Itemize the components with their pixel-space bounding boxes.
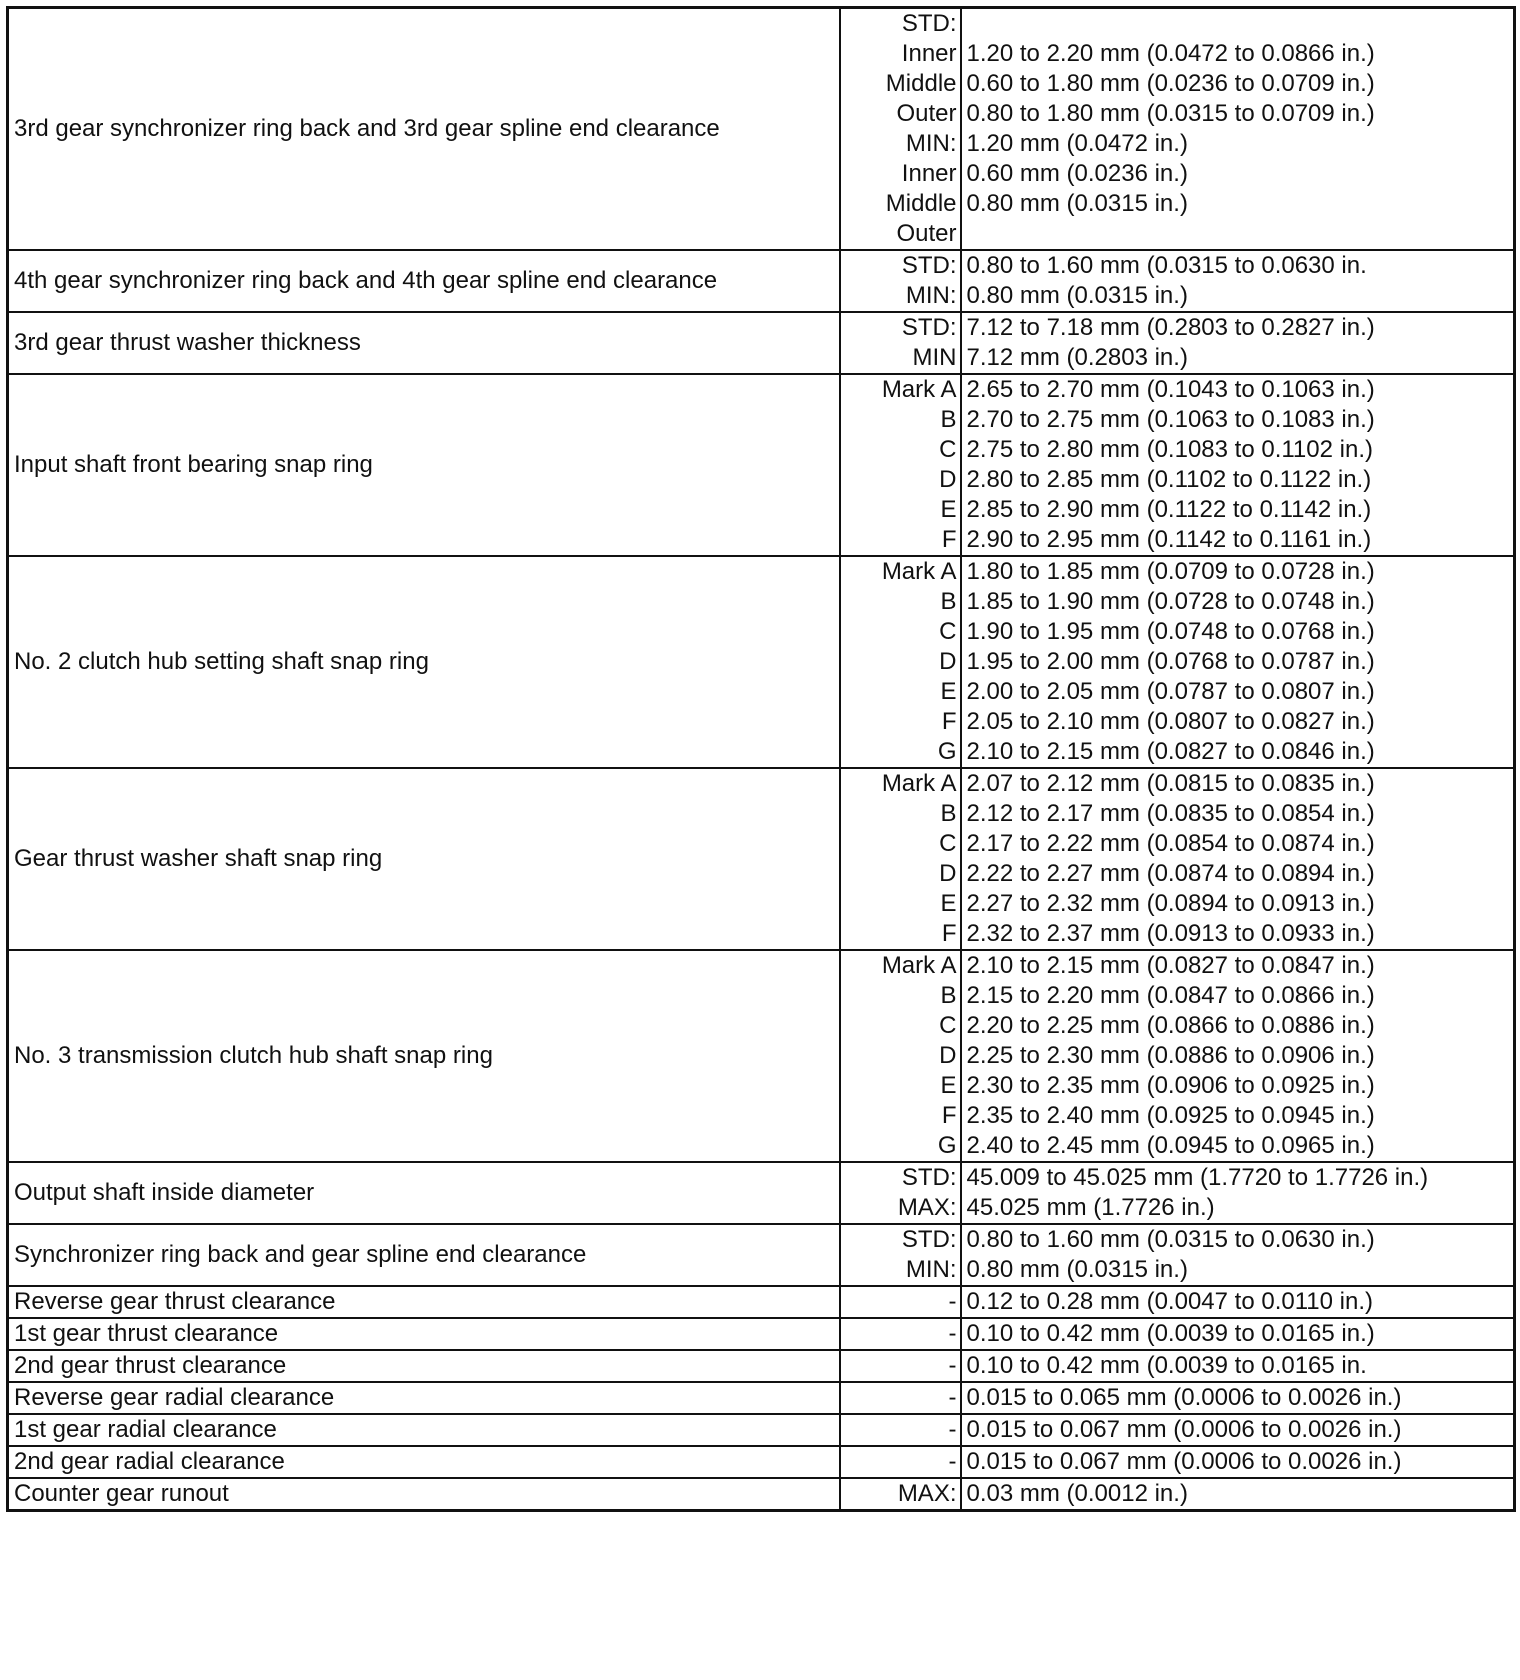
spec-value: 1.90 to 1.95 mm (0.0748 to 0.0768 in.) (966, 618, 1375, 645)
spec-label: F (941, 920, 957, 947)
spec-value: 2.07 to 2.12 mm (0.0815 to 0.0835 in.) (966, 770, 1375, 797)
spec-value: 1.20 mm (0.0472 in.) (966, 130, 1188, 157)
spec-item-cell (8, 556, 840, 768)
spec-value: 1.95 to 2.00 mm (0.0768 to 0.0787 in.) (966, 648, 1375, 675)
spec-value: 0.015 to 0.067 mm (0.0006 to 0.0026 in.) (966, 1448, 1402, 1475)
spec-value: 0.80 mm (0.0315 in.) (966, 190, 1188, 217)
spec-value-cell (961, 950, 1515, 1162)
spec-value: 2.05 to 2.10 mm (0.0807 to 0.0827 in.) (966, 708, 1375, 735)
spec-table-body (8, 8, 1515, 1511)
spec-item-cell (8, 8, 840, 251)
spec-label-cell (840, 1414, 961, 1446)
spec-label: B (940, 406, 957, 433)
spec-row (8, 250, 1515, 312)
spec-value (967, 219, 1514, 249)
spec-label: STD: (901, 314, 957, 341)
spec-label: - (948, 1416, 957, 1443)
spec-value-cell (961, 250, 1515, 312)
spec-label: - (948, 1448, 957, 1475)
spec-label: D (939, 1042, 957, 1069)
spec-row (8, 1162, 1515, 1224)
spec-value: 2.25 to 2.30 mm (0.0886 to 0.0906 in.) (966, 1042, 1375, 1069)
spec-label: MIN: (905, 130, 957, 157)
spec-item-name: 2nd gear radial clearance (14, 1448, 285, 1475)
spec-label-cell (840, 1382, 961, 1414)
spec-row (8, 1318, 1515, 1350)
spec-item-name: Input shaft front bearing snap ring (14, 451, 373, 478)
spec-label-cell (840, 768, 961, 950)
spec-value: 2.40 to 2.45 mm (0.0945 to 0.0965 in.) (966, 1132, 1375, 1159)
spec-value-cell (961, 8, 1515, 251)
spec-row (8, 8, 1515, 251)
spec-label-cell (840, 1162, 961, 1224)
spec-label: E (940, 496, 957, 523)
spec-row (8, 1414, 1515, 1446)
spec-label-cell (840, 1446, 961, 1478)
spec-item-name: 4th gear synchronizer ring back and 4th gear spline end clearance (14, 267, 718, 294)
spec-label: F (941, 526, 957, 553)
spec-item-cell (8, 1382, 840, 1414)
spec-value: 7.12 to 7.18 mm (0.2803 to 0.2827 in.) (966, 314, 1375, 341)
spec-label: STD: (901, 1226, 957, 1253)
spec-label: - (948, 1320, 957, 1347)
spec-value: 2.30 to 2.35 mm (0.0906 to 0.0925 in.) (966, 1072, 1375, 1099)
spec-table (6, 6, 1516, 1512)
spec-value: 2.10 to 2.15 mm (0.0827 to 0.0846 in.) (966, 738, 1375, 765)
spec-label: B (940, 800, 957, 827)
spec-row (8, 950, 1515, 1162)
spec-label: C (939, 1012, 957, 1039)
spec-label: C (939, 436, 957, 463)
spec-label: Mark A (881, 558, 957, 585)
spec-item-cell (8, 768, 840, 950)
spec-item-name: Counter gear runout (14, 1480, 229, 1507)
spec-value: 2.32 to 2.37 mm (0.0913 to 0.0933 in.) (966, 920, 1375, 947)
spec-value: 2.22 to 2.27 mm (0.0874 to 0.0894 in.) (966, 860, 1375, 887)
spec-label: MIN (912, 344, 957, 371)
spec-value: 2.20 to 2.25 mm (0.0866 to 0.0886 in.) (966, 1012, 1375, 1039)
spec-label: MIN: (905, 282, 957, 309)
spec-value-cell (961, 1414, 1515, 1446)
spec-value: 0.80 mm (0.0315 in.) (966, 1256, 1188, 1283)
spec-row (8, 312, 1515, 374)
spec-value: 1.80 to 1.85 mm (0.0709 to 0.0728 in.) (966, 558, 1375, 585)
spec-item-name: Reverse gear thrust clearance (14, 1288, 336, 1315)
spec-value: 45.009 to 45.025 mm (1.7720 to 1.7726 in.) (966, 1164, 1429, 1191)
spec-value-cell (961, 374, 1515, 556)
spec-label: D (939, 860, 957, 887)
spec-label: Mark A (881, 376, 957, 403)
spec-value: 2.85 to 2.90 mm (0.1122 to 0.1142 in.) (966, 496, 1372, 523)
spec-label: C (939, 830, 957, 857)
spec-value (967, 9, 1514, 39)
spec-row (8, 1224, 1515, 1286)
spec-label: Inner (901, 40, 957, 67)
spec-label: B (940, 588, 957, 615)
spec-label: C (939, 618, 957, 645)
spec-label: Outer (896, 100, 957, 127)
spec-label: E (940, 1072, 957, 1099)
spec-row (8, 556, 1515, 768)
spec-row (8, 768, 1515, 950)
spec-item-name: 1st gear thrust clearance (14, 1320, 279, 1347)
spec-label: MIN: (905, 1256, 957, 1283)
spec-value-cell (961, 1382, 1515, 1414)
spec-label: MAX: (897, 1480, 957, 1507)
spec-item-cell (8, 1286, 840, 1318)
spec-item-name: 3rd gear thrust washer thickness (14, 329, 361, 356)
spec-value: 2.17 to 2.22 mm (0.0854 to 0.0874 in.) (966, 830, 1375, 857)
spec-value: 0.12 to 0.28 mm (0.0047 to 0.0110 in.) (966, 1288, 1373, 1315)
spec-label: Inner (901, 160, 957, 187)
spec-value: 2.65 to 2.70 mm (0.1043 to 0.1063 in.) (966, 376, 1375, 403)
spec-value: 1.20 to 2.20 mm (0.0472 to 0.0866 in.) (966, 40, 1375, 67)
spec-label: D (939, 466, 957, 493)
spec-value: 2.12 to 2.17 mm (0.0835 to 0.0854 in.) (966, 800, 1375, 827)
spec-value: 2.00 to 2.05 mm (0.0787 to 0.0807 in.) (966, 678, 1375, 705)
spec-value: 0.60 mm (0.0236 in.) (966, 160, 1188, 187)
spec-label-cell (840, 374, 961, 556)
spec-label: STD: (901, 10, 957, 37)
spec-item-name: Gear thrust washer shaft snap ring (14, 845, 383, 872)
spec-item-name: 2nd gear thrust clearance (14, 1352, 287, 1379)
spec-label: Middle (885, 190, 957, 217)
spec-value: 0.10 to 0.42 mm (0.0039 to 0.0165 in. (966, 1352, 1367, 1379)
spec-label: Mark A (881, 770, 957, 797)
spec-value: 0.015 to 0.065 mm (0.0006 to 0.0026 in.) (966, 1384, 1402, 1411)
spec-label: D (939, 648, 957, 675)
spec-item-cell (8, 950, 840, 1162)
spec-value: 2.15 to 2.20 mm (0.0847 to 0.0866 in.) (966, 982, 1375, 1009)
spec-value: 45.025 mm (1.7726 in.) (966, 1194, 1215, 1221)
spec-value-cell (961, 1162, 1515, 1224)
spec-row (8, 374, 1515, 556)
spec-item-cell (8, 1446, 840, 1478)
spec-value-cell (961, 768, 1515, 950)
spec-value-cell (961, 1224, 1515, 1286)
spec-value: 2.27 to 2.32 mm (0.0894 to 0.0913 in.) (966, 890, 1375, 917)
spec-label-cell (840, 1224, 961, 1286)
spec-item-name: 1st gear radial clearance (14, 1416, 277, 1443)
spec-row (8, 1286, 1515, 1318)
spec-label: Outer (896, 220, 957, 247)
spec-value-cell (961, 1318, 1515, 1350)
spec-label: MAX: (897, 1194, 957, 1221)
spec-label: - (948, 1288, 957, 1315)
spec-label: Mark A (881, 952, 957, 979)
spec-row (8, 1446, 1515, 1478)
spec-value: 7.12 mm (0.2803 in.) (966, 344, 1188, 371)
spec-item-cell (8, 250, 840, 312)
spec-label: - (948, 1352, 957, 1379)
spec-label-cell (840, 250, 961, 312)
spec-label-cell (840, 312, 961, 374)
spec-value-cell (961, 1446, 1515, 1478)
spec-item-name: Reverse gear radial clearance (14, 1384, 335, 1411)
spec-value: 2.75 to 2.80 mm (0.1083 to 0.1102 in.) (966, 436, 1373, 463)
spec-row (8, 1350, 1515, 1382)
spec-item-cell (8, 1162, 840, 1224)
spec-label-cell (840, 1350, 961, 1382)
spec-item-name: 3rd gear synchronizer ring back and 3rd gear spline end clearance (14, 115, 720, 142)
spec-item-cell (8, 1318, 840, 1350)
spec-label: E (940, 678, 957, 705)
spec-value: 0.80 mm (0.0315 in.) (966, 282, 1188, 309)
spec-value-cell (961, 1286, 1515, 1318)
spec-label: F (941, 1102, 957, 1129)
spec-value: 1.85 to 1.90 mm (0.0728 to 0.0748 in.) (966, 588, 1375, 615)
spec-value: 2.70 to 2.75 mm (0.1063 to 0.1083 in.) (966, 406, 1375, 433)
spec-value-cell (961, 1350, 1515, 1382)
spec-label-cell (840, 556, 961, 768)
spec-item-cell (8, 1478, 840, 1511)
spec-label: STD: (901, 252, 957, 279)
spec-value: 2.10 to 2.15 mm (0.0827 to 0.0847 in.) (966, 952, 1375, 979)
spec-value: 0.015 to 0.067 mm (0.0006 to 0.0026 in.) (966, 1416, 1402, 1443)
spec-item-cell (8, 1224, 840, 1286)
spec-value: 0.60 to 1.80 mm (0.0236 to 0.0709 in.) (966, 70, 1375, 97)
spec-value: 2.80 to 2.85 mm (0.1102 to 0.1122 in.) (966, 466, 1372, 493)
spec-value-cell (961, 312, 1515, 374)
spec-item-name: Output shaft inside diameter (14, 1179, 315, 1206)
spec-label-cell (840, 1478, 961, 1511)
spec-row (8, 1382, 1515, 1414)
spec-label: F (941, 708, 957, 735)
spec-label: - (948, 1384, 957, 1411)
spec-value: 0.03 mm (0.0012 in.) (966, 1480, 1188, 1507)
spec-label-cell (840, 8, 961, 251)
spec-value: 0.10 to 0.42 mm (0.0039 to 0.0165 in.) (966, 1320, 1375, 1347)
spec-value-cell (961, 1478, 1515, 1511)
spec-value: 2.35 to 2.40 mm (0.0925 to 0.0945 in.) (966, 1102, 1375, 1129)
spec-value: 0.80 to 1.60 mm (0.0315 to 0.0630 in. (966, 252, 1367, 279)
spec-label-cell (840, 1318, 961, 1350)
spec-label-cell (840, 1286, 961, 1318)
spec-label-cell (840, 950, 961, 1162)
spec-value: 0.80 to 1.80 mm (0.0315 to 0.0709 in.) (966, 100, 1375, 127)
spec-label: STD: (901, 1164, 957, 1191)
spec-value: 2.90 to 2.95 mm (0.1142 to 0.1161 in.) (966, 526, 1372, 553)
spec-row (8, 1478, 1515, 1511)
spec-item-cell (8, 312, 840, 374)
spec-label: E (940, 890, 957, 917)
spec-item-name: Synchronizer ring back and gear spline end clearance (14, 1241, 587, 1268)
spec-label: G (937, 738, 957, 765)
spec-item-cell (8, 1414, 840, 1446)
spec-value-cell (961, 556, 1515, 768)
spec-label: G (937, 1132, 957, 1159)
spec-item-name: No. 3 transmission clutch hub shaft snap ring (14, 1042, 493, 1069)
spec-item-name: No. 2 clutch hub setting shaft snap ring (14, 648, 429, 675)
spec-item-cell (8, 1350, 840, 1382)
spec-label: Middle (885, 70, 957, 97)
spec-label: B (940, 982, 957, 1009)
spec-item-cell (8, 374, 840, 556)
spec-value: 0.80 to 1.60 mm (0.0315 to 0.0630 in.) (966, 1226, 1375, 1253)
